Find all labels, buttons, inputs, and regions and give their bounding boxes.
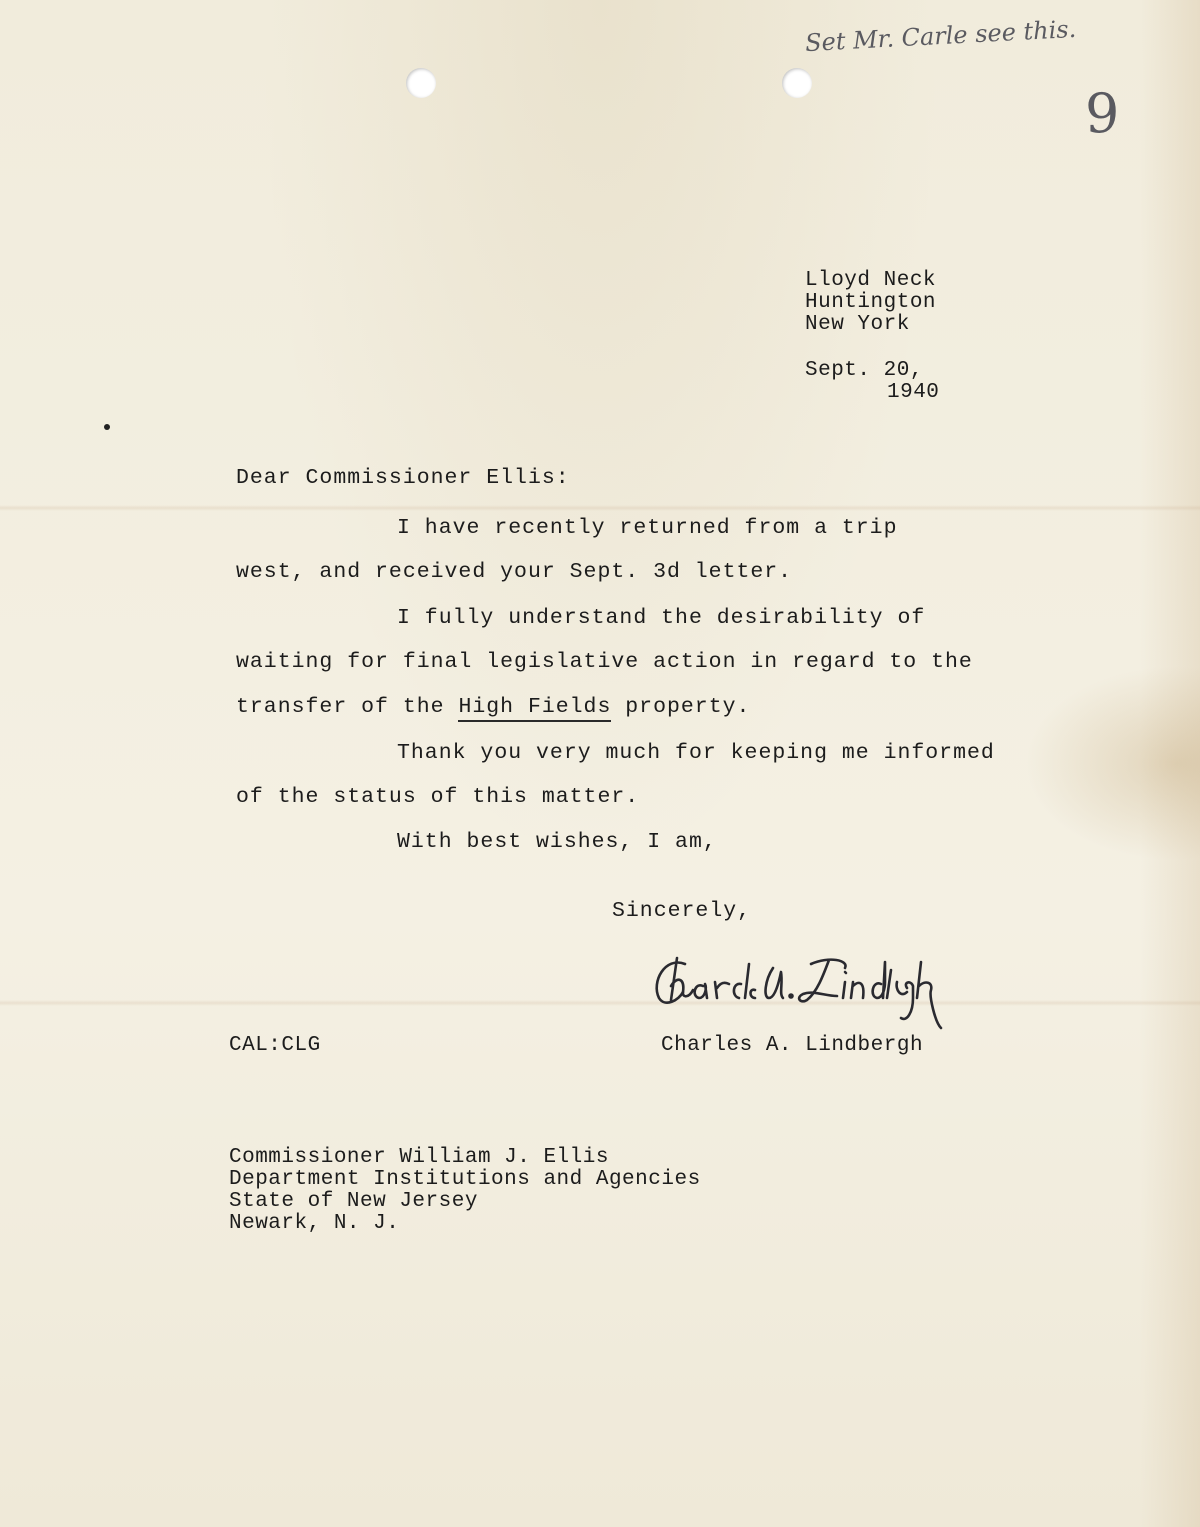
closing: Sincerely, <box>612 899 752 923</box>
body-text: property. <box>611 695 751 719</box>
body-line: waiting for final legislative action in regard to the <box>236 650 973 674</box>
handwritten-page-number: 9 <box>1085 82 1120 145</box>
date-year: 1940 <box>887 381 940 404</box>
body-line <box>236 696 750 718</box>
ink-dot <box>104 424 110 430</box>
body-text: transfer of the <box>236 695 459 719</box>
typed-signature: Charles A. Lindbergh <box>661 1034 924 1057</box>
fold-line <box>0 1000 1200 1006</box>
punch-hole <box>406 68 436 98</box>
recipient-line: Department Institutions and Agencies <box>229 1168 701 1191</box>
date-line: Sept. 20, <box>805 359 923 382</box>
body-line: With best wishes, I am, <box>397 830 717 854</box>
body-line: west, and received your Sept. 3d letter. <box>236 560 793 584</box>
body-line: of the status of this matter. <box>236 785 640 809</box>
address-line: New York <box>805 313 910 336</box>
recipient-line: Newark, N. J. <box>229 1212 400 1235</box>
recipient-line: Commissioner William J. Ellis <box>229 1146 609 1169</box>
punch-hole <box>782 68 812 98</box>
signature <box>645 942 975 1032</box>
underlined-property-name: High Fields <box>458 695 611 722</box>
fold-line <box>0 505 1200 511</box>
recipient-line: State of New Jersey <box>229 1190 478 1213</box>
handwritten-note: Set Mr. Carle see this. <box>804 14 1077 58</box>
salutation: Dear Commissioner Ellis: <box>236 466 570 490</box>
body-line: I fully understand the desirability of <box>397 606 926 630</box>
address-line: Huntington <box>805 291 937 314</box>
paper-edge-stain <box>1140 0 1200 1527</box>
body-line: I have recently returned from a trip <box>397 516 898 540</box>
reference-initials: CAL:CLG <box>229 1034 321 1057</box>
address-line: Lloyd Neck <box>805 269 937 292</box>
body-line: Thank you very much for keeping me informed <box>397 741 995 765</box>
